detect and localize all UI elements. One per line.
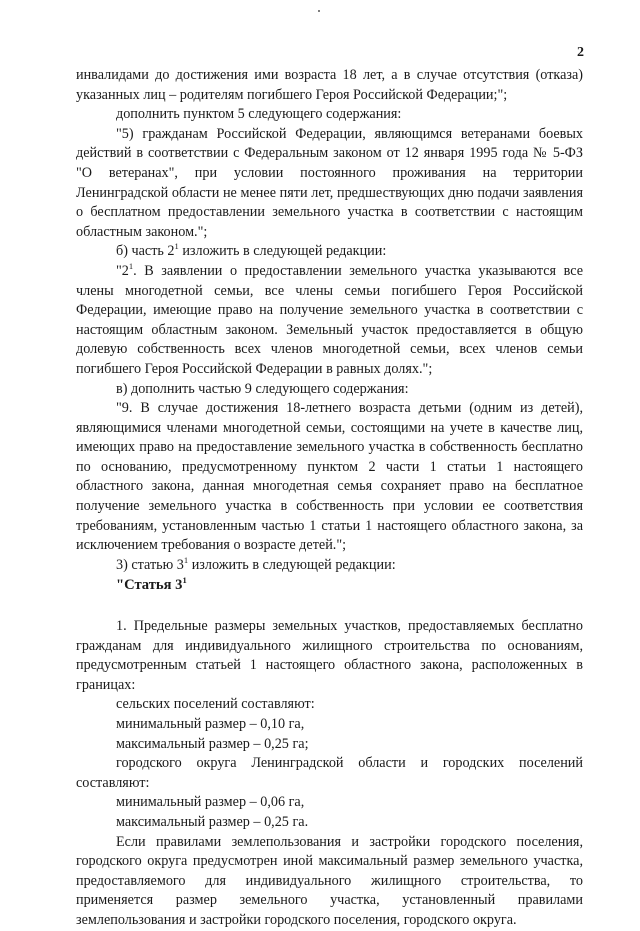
paragraph: дополнить пунктом 5 следующего содержания: [116, 106, 402, 123]
paragraph: 1. Предельные размеры земельных участков, предоставляемых бесплатно гражданам для индивидуального жилищного строительства по основаниям, предусмотренным статьей 1 настоящего областного закона, расположенных в границах: [76, 618, 583, 693]
paragraph: максимальный размер – 0,25 га; [116, 735, 309, 752]
paragraph: б) часть $2^1$ изложить в следующей редакции: [116, 241, 387, 260]
scan-speck [318, 10, 320, 12]
paragraph: минимальный размер – 0,10 га, [116, 716, 305, 732]
paragraph: в) дополнить частью 9 следующего содержания: [116, 380, 409, 397]
paragraph: 3) статью $3^1$ изложить в следующей редакции: [116, 554, 396, 573]
paragraph: Если правилами землепользования и застройки городского поселения, городского округа предусмотрен иной максимальный размер земельного участка, предоставляемого для индивидуального жилищного строительства, то применяется размер земельного участка, установленный правилами землепользования и застройки городского поселения, городского округа. [76, 833, 583, 928]
paragraph: минимальный размер – 0,06 га, [116, 794, 305, 811]
page-number: 2 [577, 45, 584, 60]
paragraph: городского округа Ленинградской области и городских поселений составляют: [76, 755, 583, 791]
paragraph: "5) гражданам Российской Федерации, являющимся ветеранами боевых действий в соответствии с Федеральным законом от 12 января 1995 года № 5-ФЗ "О ветеранах", при условии постоянного проживания на территории Ленинградской области не менее пяти лет, предшествующих дню подачи заявления о бесплатном предоставлении земельного участка в соответствии с настоящим областным законом."; [76, 125, 583, 240]
paragraph: инвалидами до достижения ими возраста 18 лет, а в случае отсутствия (отказа) указанных лиц – родителям погибшего Героя Российской Федерации;"; [76, 67, 583, 103]
paragraph: максимальный размер – 0,25 га. [116, 813, 309, 830]
article-heading: "Статья $3^1$ [116, 575, 187, 594]
paragraph: "$2^1$. В заявлении о предоставлении земельного участка указываются все члены многодетной семьи, все члены семьи погибшего Героя Российской Федерации, имеющие право на получение земельного участка в соответствии с настоящим областным законом. Земельный участок предоставляется в общую долевую собственность всех членов многодетной семьи, всех членов семьи погибшего Героя Российской Федерации в равных долях."; [76, 260, 583, 377]
paragraph: сельских поселений составляют: [116, 696, 315, 713]
document-body [76, 66, 583, 931]
paragraph: "9. В случае достижения 18-летнего возраста детьми (одним из детей), являющимися членами многодетной семьи, состоящими на учете в качестве лиц, имеющих право на предоставление земельного участка в собственность бесплатно по основанию, предусмотренному пунктом 2 части 1 статьи 1 настоящего областного закона, данная многодетная семья сохраняет право на бесплатное получение земельного участка в собственность при условии ее соответствия требованиям, установленным частью 1 статьи 1 настоящего областного закона, за исключением требования о возрасте детей."; [76, 400, 583, 554]
